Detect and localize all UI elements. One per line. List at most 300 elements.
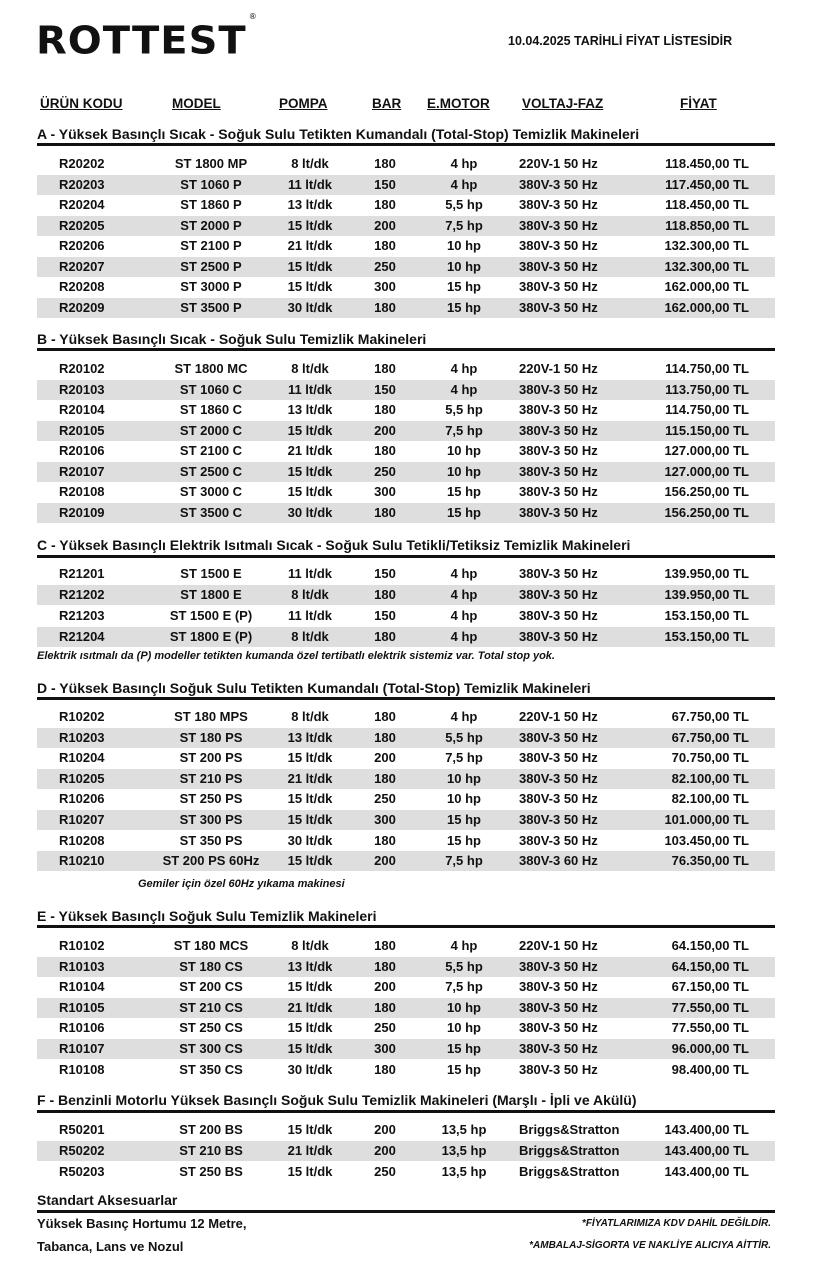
cell-pressure-bar: 180 <box>374 629 396 644</box>
cell-model: ST 300 CS <box>179 1041 243 1056</box>
cell-pressure-bar: 150 <box>374 176 396 192</box>
cell-pressure-bar: 200 <box>374 853 396 869</box>
cell-product-code: R10205 <box>59 770 105 786</box>
table-row <box>37 977 775 997</box>
cell-pump-flow: 15 lt/dk <box>287 1041 333 1056</box>
cell-pressure-bar: 300 <box>374 279 396 294</box>
table-row <box>37 195 775 215</box>
cell-model: ST 250 PS <box>179 791 243 807</box>
cell-pressure-bar: 180 <box>374 587 396 602</box>
cell-price: 76.350,00 TL <box>671 853 749 869</box>
cell-product-code: R10202 <box>59 709 105 724</box>
cell-voltage-phase: 220V-1 50 Hz <box>519 938 598 953</box>
table-row <box>37 298 775 318</box>
cell-voltage-phase: 380V-3 50 Hz <box>519 443 598 458</box>
cell-price: 132.300,00 TL <box>664 258 749 274</box>
cell-price: 143.400,00 TL <box>664 1122 749 1137</box>
cell-pump-flow: 30 lt/dk <box>287 832 333 848</box>
cell-model: ST 1860 C <box>179 402 243 417</box>
cell-voltage-phase: 380V-3 50 Hz <box>519 402 598 417</box>
cell-pump-flow: 15 lt/dk <box>287 422 333 438</box>
cell-voltage-phase: 380V-3 50 Hz <box>519 770 598 786</box>
col-header-bar: BAR <box>372 96 402 111</box>
cell-product-code: R20209 <box>59 299 105 315</box>
cell-pump-flow: 8 lt/dk <box>291 629 329 644</box>
cell-motor-power: 10 hp <box>447 443 481 458</box>
cell-product-code: R50203 <box>59 1164 105 1179</box>
table-row <box>37 257 775 277</box>
cell-motor-power: 10 hp <box>447 1020 481 1036</box>
cell-voltage-phase: 380V-3 50 Hz <box>519 791 598 807</box>
cell-pressure-bar: 200 <box>374 750 396 766</box>
cell-price: 127.000,00 TL <box>664 443 749 458</box>
cell-pump-flow: 21 lt/dk <box>287 1143 333 1158</box>
cell-price: 153.150,00 TL <box>664 629 749 644</box>
cell-price: 77.550,00 TL <box>671 999 749 1015</box>
cell-price: 64.150,00 TL <box>671 958 749 974</box>
cell-motor-power: 10 hp <box>447 258 481 274</box>
cell-motor-power: 4 hp <box>450 629 478 644</box>
cell-model: ST 1500 E <box>180 566 242 581</box>
cell-motor-power: 4 hp <box>450 156 478 171</box>
cell-product-code: R10104 <box>59 979 105 995</box>
cell-voltage-phase: 380V-3 50 Hz <box>519 238 598 253</box>
cell-model: ST 210 PS <box>179 770 243 786</box>
cell-price: 64.150,00 TL <box>671 938 749 953</box>
cell-voltage-phase: 380V-3 50 Hz <box>519 979 598 995</box>
cell-pump-flow: 8 lt/dk <box>291 587 329 602</box>
cell-motor-power: 5,5 hp <box>445 197 483 212</box>
cell-pressure-bar: 200 <box>374 422 396 438</box>
cell-pump-flow: 30 lt/dk <box>287 504 333 520</box>
shipping-note: *AMBALAJ-SİGORTA VE NAKLİYE ALICIYA AİTTİR. <box>529 1240 771 1251</box>
cell-motor-power: 7,5 hp <box>445 979 483 995</box>
cell-product-code: R20104 <box>59 402 105 417</box>
cell-motor-power: 4 hp <box>450 361 478 376</box>
cell-voltage-phase: 220V-1 50 Hz <box>519 709 598 724</box>
cell-price: 67.750,00 TL <box>671 709 749 724</box>
cell-product-code: R10210 <box>59 853 105 869</box>
cell-pressure-bar: 250 <box>374 463 396 479</box>
cell-pressure-bar: 250 <box>374 1020 396 1036</box>
cell-motor-power: 15 hp <box>447 812 481 827</box>
cell-motor-power: 10 hp <box>447 238 481 253</box>
cell-motor-power: 7,5 hp <box>445 853 483 869</box>
cell-model: ST 2000 P <box>180 217 242 233</box>
cell-voltage-phase: 380V-3 50 Hz <box>519 1041 598 1056</box>
table-row <box>37 748 775 768</box>
cell-product-code: R20202 <box>59 156 105 171</box>
cell-model: ST 200 PS <box>179 750 243 766</box>
cell-motor-power: 10 hp <box>447 770 481 786</box>
cell-price: 117.450,00 TL <box>665 176 749 192</box>
table-row <box>37 564 775 584</box>
cell-pump-flow: 30 lt/dk <box>287 1061 333 1077</box>
section-title: F - Benzinli Motorlu Yüksek Basınçlı Soğuk Sulu Temizlik Makineleri (Marşlı - İpli ve Akülü) <box>37 1092 637 1108</box>
cell-product-code: R10108 <box>59 1061 105 1077</box>
cell-model: ST 2500 C <box>179 463 243 479</box>
cell-product-code: R20109 <box>59 504 105 520</box>
cell-price: 153.150,00 TL <box>664 608 749 623</box>
cell-motor-power: 4 hp <box>450 938 478 953</box>
cell-voltage-phase: Briggs&Stratton <box>519 1122 620 1137</box>
cell-price: 118.850,00 TL <box>665 217 749 233</box>
cell-motor-power: 4 hp <box>450 381 478 397</box>
cell-pump-flow: 8 lt/dk <box>291 709 329 724</box>
cell-product-code: R10204 <box>59 750 105 766</box>
col-header-code: ÜRÜN KODU <box>40 96 123 111</box>
section-divider <box>37 697 775 700</box>
cell-model: ST 2500 P <box>180 258 242 274</box>
cell-motor-power: 4 hp <box>450 608 478 623</box>
cell-price: 139.950,00 TL <box>664 566 749 581</box>
cell-motor-power: 10 hp <box>447 791 481 807</box>
cell-motor-power: 7,5 hp <box>445 217 483 233</box>
cell-model: ST 350 CS <box>179 1061 243 1077</box>
cell-model: ST 1860 P <box>180 197 242 212</box>
cell-pump-flow: 8 lt/dk <box>291 938 329 953</box>
cell-product-code: R10107 <box>59 1041 105 1056</box>
cell-pressure-bar: 200 <box>374 1122 396 1137</box>
cell-motor-power: 4 hp <box>450 587 478 602</box>
cell-product-code: R20204 <box>59 197 105 212</box>
cell-product-code: R10102 <box>59 938 105 953</box>
cell-price: 67.150,00 TL <box>671 979 749 995</box>
table-row <box>37 1018 775 1038</box>
cell-product-code: R21201 <box>59 566 105 581</box>
cell-voltage-phase: 380V-3 50 Hz <box>519 999 598 1015</box>
cell-pressure-bar: 180 <box>374 197 396 212</box>
cell-motor-power: 7,5 hp <box>445 422 483 438</box>
cell-model: ST 200 PS 60Hz <box>162 853 260 869</box>
cell-pump-flow: 15 lt/dk <box>287 484 333 499</box>
cell-model: ST 180 CS <box>179 958 243 974</box>
table-row <box>37 707 775 727</box>
cell-pump-flow: 15 lt/dk <box>287 812 333 827</box>
cell-pump-flow: 11 lt/dk <box>287 608 333 623</box>
cell-motor-power: 5,5 hp <box>445 402 483 417</box>
cell-voltage-phase: 220V-1 50 Hz <box>519 361 598 376</box>
cell-pump-flow: 30 lt/dk <box>287 299 333 315</box>
section-divider <box>37 1110 775 1113</box>
cell-voltage-phase: Briggs&Stratton <box>519 1164 620 1179</box>
cell-motor-power: 7,5 hp <box>445 750 483 766</box>
cell-pump-flow: 11 lt/dk <box>287 176 333 192</box>
cell-price: 113.750,00 TL <box>665 381 749 397</box>
cell-pressure-bar: 180 <box>374 504 396 520</box>
cell-pressure-bar: 250 <box>374 1164 396 1179</box>
cell-pump-flow: 8 lt/dk <box>291 361 329 376</box>
cell-product-code: R20205 <box>59 217 105 233</box>
table-row <box>37 462 775 482</box>
accessories-heading: Standart Aksesuarlar <box>37 1192 178 1208</box>
cell-pressure-bar: 250 <box>374 258 396 274</box>
cell-price: 132.300,00 TL <box>664 238 749 253</box>
section-title: E - Yüksek Basınçlı Soğuk Sulu Temizlik Makineleri <box>37 908 377 924</box>
cell-model: ST 3500 C <box>179 504 243 520</box>
cell-product-code: R50201 <box>59 1122 105 1137</box>
cell-model: ST 180 MPS <box>174 709 248 724</box>
cell-pump-flow: 15 lt/dk <box>287 217 333 233</box>
cell-product-code: R20208 <box>59 279 105 294</box>
cell-price: 162.000,00 TL <box>664 299 749 315</box>
section-title: A - Yüksek Basınçlı Sıcak - Soğuk Sulu Tetikten Kumandalı (Total-Stop) Temizlik Makineleri <box>37 126 640 142</box>
table-row <box>37 359 775 379</box>
cell-pump-flow: 8 lt/dk <box>291 156 329 171</box>
cell-product-code: R10208 <box>59 832 105 848</box>
cell-pressure-bar: 180 <box>374 299 396 315</box>
cell-voltage-phase: 380V-3 50 Hz <box>519 832 598 848</box>
section-divider <box>37 555 775 558</box>
cell-pump-flow: 21 lt/dk <box>287 443 333 458</box>
cell-motor-power: 4 hp <box>450 566 478 581</box>
cell-product-code: R20206 <box>59 238 105 253</box>
cell-product-code: R20207 <box>59 258 105 274</box>
cell-model: ST 1060 C <box>179 381 243 397</box>
cell-pump-flow: 13 lt/dk <box>287 197 333 212</box>
table-row <box>37 936 775 956</box>
cell-pump-flow: 13 lt/dk <box>287 402 333 417</box>
section-divider <box>37 143 775 146</box>
cell-pressure-bar: 200 <box>374 1143 396 1158</box>
cell-product-code: R10207 <box>59 812 105 827</box>
price-list-date: 10.04.2025 TARİHLİ FİYAT LİSTESİDİR <box>508 34 733 48</box>
cell-product-code: R10203 <box>59 729 105 745</box>
cell-pressure-bar: 180 <box>374 770 396 786</box>
section-note: Gemiler için özel 60Hz yıkama makinesi <box>138 878 345 890</box>
section-note: Elektrik ısıtmalı da (P) modeller tetikten kumanda özel tertibatlı elektrik sistemiz var. Total stop yok. <box>37 650 555 662</box>
section-title: D - Yüksek Basınçlı Soğuk Sulu Tetikten Kumandalı (Total-Stop) Temizlik Makineleri <box>37 680 591 696</box>
cell-product-code: R20105 <box>59 422 105 438</box>
cell-voltage-phase: Briggs&Stratton <box>519 1143 620 1158</box>
cell-price: 139.950,00 TL <box>664 587 749 602</box>
cell-pressure-bar: 180 <box>374 238 396 253</box>
cell-motor-power: 15 hp <box>447 832 481 848</box>
col-header-pump: POMPA <box>279 96 328 111</box>
cell-voltage-phase: 380V-3 50 Hz <box>519 197 598 212</box>
cell-voltage-phase: 380V-3 50 Hz <box>519 484 598 499</box>
cell-product-code: R21203 <box>59 608 105 623</box>
table-row <box>37 585 775 605</box>
cell-model: ST 1800 MC <box>174 361 248 376</box>
cell-motor-power: 4 hp <box>450 176 478 192</box>
cell-motor-power: 13,5 hp <box>441 1122 487 1137</box>
cell-motor-power: 5,5 hp <box>445 958 483 974</box>
table-row <box>37 831 775 851</box>
cell-pressure-bar: 200 <box>374 217 396 233</box>
cell-price: 114.750,00 TL <box>665 361 749 376</box>
cell-price: 143.400,00 TL <box>664 1143 749 1158</box>
table-row <box>37 789 775 809</box>
col-header-motor: E.MOTOR <box>427 96 490 111</box>
cell-pump-flow: 13 lt/dk <box>287 958 333 974</box>
cell-model: ST 2100 P <box>180 238 242 253</box>
cell-model: ST 1800 MP <box>174 156 248 171</box>
cell-model: ST 210 CS <box>179 999 243 1015</box>
cell-model: ST 3000 C <box>179 484 243 499</box>
cell-model: ST 300 PS <box>179 812 243 827</box>
cell-pump-flow: 13 lt/dk <box>287 729 333 745</box>
cell-pump-flow: 21 lt/dk <box>287 238 333 253</box>
cell-voltage-phase: 380V-3 50 Hz <box>519 299 598 315</box>
section-divider <box>37 925 775 928</box>
cell-pressure-bar: 200 <box>374 979 396 995</box>
vat-note: *FİYATLARIMIZA KDV DAHİL DEĞİLDİR. <box>581 1218 771 1229</box>
cell-motor-power: 15 hp <box>447 504 481 520</box>
table-row <box>37 627 775 647</box>
cell-voltage-phase: 380V-3 50 Hz <box>519 629 598 644</box>
col-header-model: MODEL <box>172 96 221 111</box>
cell-pressure-bar: 250 <box>374 791 396 807</box>
cell-voltage-phase: 380V-3 50 Hz <box>519 1061 598 1077</box>
cell-product-code: R21204 <box>59 629 105 644</box>
section-divider <box>37 348 775 351</box>
table-row <box>37 175 775 195</box>
cell-price: 70.750,00 TL <box>671 750 749 766</box>
cell-price: 143.400,00 TL <box>664 1164 749 1179</box>
table-row <box>37 810 775 830</box>
cell-price: 127.000,00 TL <box>664 463 749 479</box>
cell-pressure-bar: 180 <box>374 938 396 953</box>
cell-model: ST 1800 E <box>180 587 242 602</box>
cell-pressure-bar: 180 <box>374 958 396 974</box>
cell-model: ST 3500 P <box>180 299 242 315</box>
accessories-line-2: Tabanca, Lans ve Nozul <box>37 1239 184 1254</box>
cell-price: 162.000,00 TL <box>664 279 749 294</box>
footer-divider <box>37 1210 775 1213</box>
cell-price: 115.150,00 TL <box>665 422 749 438</box>
cell-voltage-phase: 380V-3 60 Hz <box>519 853 598 869</box>
cell-voltage-phase: 380V-3 50 Hz <box>519 176 598 192</box>
cell-price: 101.000,00 TL <box>664 812 749 827</box>
table-row <box>37 728 775 748</box>
cell-pump-flow: 15 lt/dk <box>287 258 333 274</box>
cell-price: 114.750,00 TL <box>665 402 749 417</box>
cell-pressure-bar: 300 <box>374 1041 396 1056</box>
table-row <box>37 236 775 256</box>
col-header-price: FİYAT <box>680 96 717 111</box>
cell-motor-power: 15 hp <box>447 299 481 315</box>
cell-pump-flow: 15 lt/dk <box>287 1020 333 1036</box>
cell-motor-power: 13,5 hp <box>441 1143 487 1158</box>
cell-price: 118.450,00 TL <box>665 197 749 212</box>
cell-pressure-bar: 300 <box>374 484 396 499</box>
cell-price: 96.000,00 TL <box>671 1041 749 1056</box>
section-title: B - Yüksek Basınçlı Sıcak - Soğuk Sulu Temizlik Makineleri <box>37 331 427 347</box>
cell-product-code: R10103 <box>59 958 105 974</box>
cell-model: ST 350 PS <box>179 832 243 848</box>
cell-model: ST 180 PS <box>179 729 243 745</box>
table-row <box>37 957 775 977</box>
cell-voltage-phase: 380V-3 50 Hz <box>519 258 598 274</box>
cell-price: 77.550,00 TL <box>671 1020 749 1036</box>
cell-product-code: R10206 <box>59 791 105 807</box>
cell-pump-flow: 11 lt/dk <box>287 566 333 581</box>
table-row <box>37 277 775 297</box>
cell-voltage-phase: 220V-1 50 Hz <box>519 156 598 171</box>
cell-motor-power: 15 hp <box>447 1041 481 1056</box>
section-title: C - Yüksek Basınçlı Elektrik Isıtmalı Sıcak - Soğuk Sulu Tetikli/Tetiksiz Temizlik Makineleri <box>37 537 631 553</box>
table-row <box>37 154 775 174</box>
cell-product-code: R50202 <box>59 1143 105 1158</box>
cell-product-code: R20203 <box>59 176 105 192</box>
cell-voltage-phase: 380V-3 50 Hz <box>519 608 598 623</box>
cell-model: ST 180 MCS <box>173 938 249 953</box>
cell-pressure-bar: 180 <box>374 156 396 171</box>
cell-price: 103.450,00 TL <box>664 832 749 848</box>
cell-pressure-bar: 180 <box>374 1061 396 1077</box>
cell-pressure-bar: 150 <box>374 566 396 581</box>
cell-motor-power: 13,5 hp <box>441 1164 487 1179</box>
cell-pump-flow: 11 lt/dk <box>287 381 333 397</box>
cell-pump-flow: 15 lt/dk <box>287 979 333 995</box>
cell-motor-power: 15 hp <box>447 484 481 499</box>
cell-product-code: R10105 <box>59 999 105 1015</box>
table-row <box>37 380 775 400</box>
cell-model: ST 200 BS <box>179 1122 243 1137</box>
cell-pump-flow: 15 lt/dk <box>287 463 333 479</box>
table-row <box>37 851 775 871</box>
cell-price: 156.250,00 TL <box>664 504 749 520</box>
table-row <box>37 1039 775 1059</box>
cell-model: ST 1500 E (P) <box>169 608 253 623</box>
cell-pump-flow: 15 lt/dk <box>287 853 333 869</box>
cell-pressure-bar: 180 <box>374 443 396 458</box>
cell-pressure-bar: 180 <box>374 402 396 417</box>
cell-price: 82.100,00 TL <box>671 770 749 786</box>
cell-product-code: R20103 <box>59 381 105 397</box>
cell-motor-power: 15 hp <box>447 279 481 294</box>
cell-voltage-phase: 380V-3 50 Hz <box>519 587 598 602</box>
cell-product-code: R21202 <box>59 587 105 602</box>
cell-motor-power: 4 hp <box>450 709 478 724</box>
table-row <box>37 998 775 1018</box>
cell-voltage-phase: 380V-3 50 Hz <box>519 463 598 479</box>
cell-pump-flow: 15 lt/dk <box>287 791 333 807</box>
cell-voltage-phase: 380V-3 50 Hz <box>519 958 598 974</box>
table-row <box>37 606 775 626</box>
cell-model: ST 2100 C <box>179 443 243 458</box>
cell-voltage-phase: 380V-3 50 Hz <box>519 1020 598 1036</box>
cell-pressure-bar: 180 <box>374 832 396 848</box>
cell-voltage-phase: 380V-3 50 Hz <box>519 812 598 827</box>
cell-product-code: R20108 <box>59 484 105 499</box>
cell-motor-power: 15 hp <box>447 1061 481 1077</box>
cell-model: ST 200 CS <box>179 979 243 995</box>
col-header-volt: VOLTAJ-FAZ <box>522 96 604 111</box>
rottest-logo: ROTTEST® <box>36 12 258 63</box>
table-row <box>37 503 775 523</box>
cell-model: ST 2000 C <box>179 422 243 438</box>
cell-voltage-phase: 380V-3 50 Hz <box>519 217 598 233</box>
cell-pump-flow: 15 lt/dk <box>287 279 333 294</box>
cell-model: ST 250 BS <box>179 1164 243 1179</box>
cell-pressure-bar: 180 <box>374 361 396 376</box>
cell-pump-flow: 15 lt/dk <box>287 1122 333 1137</box>
table-row <box>37 1120 775 1140</box>
cell-pump-flow: 21 lt/dk <box>287 999 333 1015</box>
cell-motor-power: 10 hp <box>447 463 481 479</box>
cell-product-code: R20107 <box>59 463 105 479</box>
cell-pressure-bar: 180 <box>374 709 396 724</box>
cell-model: ST 3000 P <box>180 279 242 294</box>
cell-pump-flow: 15 lt/dk <box>287 750 333 766</box>
cell-model: ST 210 BS <box>179 1143 243 1158</box>
cell-pump-flow: 15 lt/dk <box>287 1164 333 1179</box>
cell-product-code: R20106 <box>59 443 105 458</box>
table-row <box>37 769 775 789</box>
table-row <box>37 216 775 236</box>
